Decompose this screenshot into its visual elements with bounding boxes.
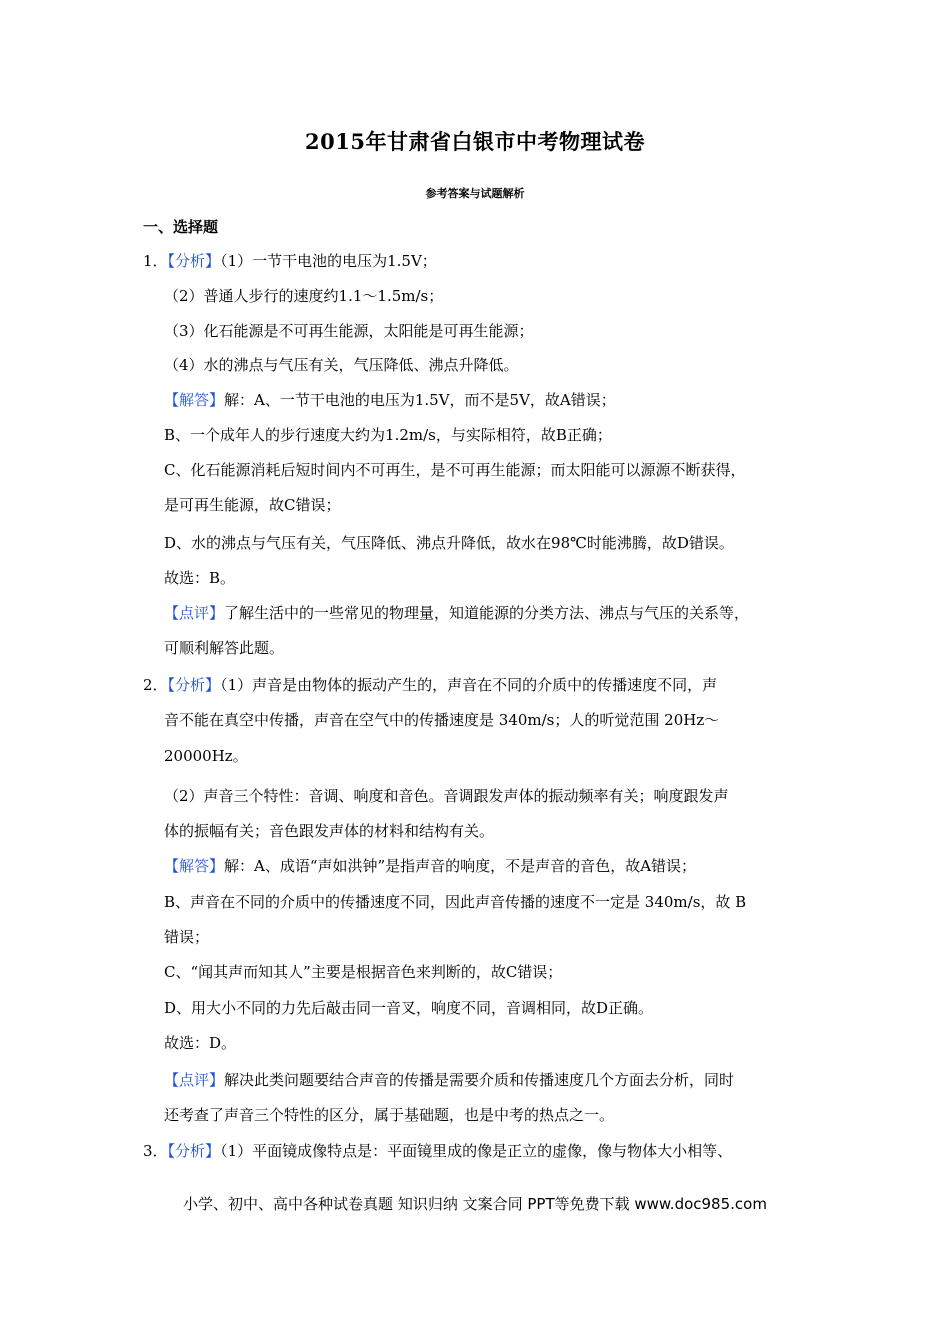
analysis-text: （1）平面镜成像特点是：平面镜里成的像是正立的虚像，像与物体大小相等、 [220, 1142, 733, 1160]
analysis-text: 体的振幅有关；音色跟发声体的材料和结构有关。 [164, 822, 495, 840]
page-footer: 小学、初中、高中各种试卷真题 知识归纳 文案合同 PPT等免费下载 www.doc985.com [183, 1195, 767, 1213]
question-number: 3． [143, 1142, 168, 1160]
answer-text: B、声音在不同的介质中的传播速度不同，因此声音传播的速度不一定是 340m/s，故 B [164, 893, 747, 911]
answer-tag: 【解答】 [164, 857, 225, 875]
answer-text: 解：A、成语“声如洪钟”是指声音的响度，不是声音的音色，故A错误； [224, 857, 697, 875]
question-3-line [143, 1141, 732, 1161]
page-title: 2015年甘肃省白银市中考物理试卷 [305, 129, 645, 154]
answer-choice: 故选：B。 [164, 569, 236, 587]
analysis-text: （1）一节干电池的电压为1.5V； [220, 252, 437, 270]
question-2-line [143, 675, 717, 695]
question-number: 2． [143, 676, 168, 694]
analysis-tag: 【分析】 [167, 676, 221, 694]
comment-tag: 【点评】 [164, 604, 225, 622]
answer-text: D、用大小不同的力先后敲击同一音叉，响度不同，音调相同，故D正确。 [164, 999, 654, 1017]
analysis-text: （2）普通人步行的速度约1.1～1.5m/s； [164, 287, 444, 305]
question-1-line [143, 251, 437, 271]
page-subtitle: 参考答案与试题解析 [425, 187, 525, 200]
answer-text: 错误； [164, 928, 210, 946]
answer-tag: 【解答】 [164, 391, 225, 409]
answer-choice: 故选：D。 [164, 1034, 237, 1052]
question-number: 1． [143, 252, 168, 270]
comment-tag: 【点评】 [164, 1071, 225, 1089]
comment-text: 可顺利解答此题。 [164, 639, 285, 657]
analysis-tag: 【分析】 [167, 252, 221, 270]
answer-text: C、化石能源消耗后短时间内不可再生，是不可再生能源；而太阳能可以源源不断获得， [164, 461, 746, 479]
analysis-text: （2）声音三个特性：音调、响度和音色。音调跟发声体的振动频率有关；响度跟发声 [164, 787, 729, 805]
answer-text: 是可再生能源，故C错误； [164, 496, 341, 514]
comment-line [164, 1070, 734, 1090]
answer-text: D、水的沸点与气压有关，气压降低、沸点升降低，故水在98℃时能沸腾，故D错误。 [164, 534, 734, 552]
analysis-tag: 【分析】 [167, 1142, 221, 1160]
comment-text: 了解生活中的一些常见的物理量，知道能源的分类方法、沸点与气压的关系等， [224, 604, 750, 622]
answer-text: 解：A、一节干电池的电压为1.5V，而不是5V，故A错误； [224, 391, 616, 409]
answer-text: B、一个成年人的步行速度大约为1.2m/s，与实际相符，故B正确； [164, 426, 612, 444]
answer-line [164, 856, 696, 876]
answer-line [164, 390, 616, 410]
analysis-text: （3）化石能源是不可再生能源，太阳能是可再生能源； [164, 322, 534, 340]
analysis-text: （4）水的沸点与气压有关，气压降低、沸点升降低。 [164, 356, 519, 374]
section-heading: 一、选择题 [143, 218, 219, 236]
comment-text: 还考查了声音三个特性的区分，属于基础题，也是中考的热点之一。 [164, 1106, 615, 1124]
analysis-text: （1）声音是由物体的振动产生的，声音在不同的介质中的传播速度不同，声 [220, 676, 718, 694]
comment-line [164, 603, 749, 623]
comment-text: 解决此类问题要结合声音的传播是需要介质和传播速度几个方面去分析，同时 [224, 1071, 735, 1089]
analysis-text: 音不能在真空中传播，声音在空气中的传播速度是 340m/s；人的听觉范围 20Hz～ [164, 711, 720, 729]
answer-text: C、“闻其声而知其人”主要是根据音色来判断的，故C错误； [164, 963, 563, 981]
analysis-text: 20000Hz。 [164, 747, 248, 765]
